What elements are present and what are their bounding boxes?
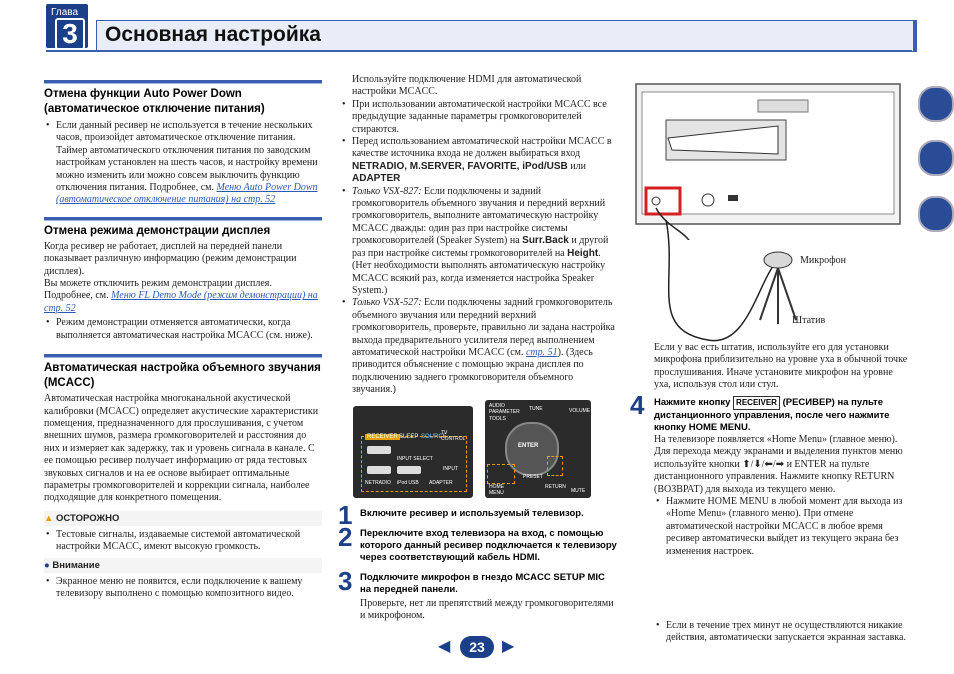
tune-label: TUNE	[529, 406, 543, 412]
book-icon[interactable]	[918, 86, 954, 122]
header-rule	[46, 50, 912, 52]
mute-label: MUTE	[571, 488, 586, 494]
bullet-text: Перед использованием автоматической настройки MCACC в качестве источника входа не должен выбираться вход	[352, 136, 612, 160]
list-item: • Нажмите HOME MENU в любой момент для выхода из «Home Menu» (главного меню). При отмене автоматической настройки MCACC в любое время ресивер автоматически выйдет из текущего экрана без изменения настроек.	[654, 496, 910, 558]
paragraph: Автоматическая настройка многоканальной акустической калибровки (MCACC) определяет акустические характеристики помещения, предназначенного для прослушивания, с учетом внешних шумов, размера громкоговорителей и расстояния до них и измеряет как задержку, так и уровень сигнала в канале. С ее помощью ресивер получает информацию от ряда тестовых звуковых сигналов и на ее основе выбирает оптимальные параметры громкоговорителей и коррекции сигнала, наиболее подходящие для конкретного помещения.	[44, 393, 319, 504]
step-number: 2	[338, 522, 353, 552]
column-2	[340, 74, 616, 397]
device-icon[interactable]	[918, 140, 954, 176]
remote-image-right	[485, 400, 591, 498]
receiver-key	[367, 446, 391, 454]
receiver-diagram	[628, 80, 904, 240]
key	[367, 466, 391, 474]
list-item: • Экранное меню не появится, если подключение к вашему телевизору выполнено с помощью композитного видео.	[44, 576, 322, 601]
link-page-51[interactable]: стр. 51	[525, 346, 558, 358]
receiver-tag: RECEIVER	[733, 396, 780, 410]
bullet-text: и другой раз при настройке системы громкоговорителей на	[352, 235, 609, 259]
list-item	[340, 136, 616, 186]
column-1	[44, 80, 322, 600]
chapter-tag	[46, 4, 88, 48]
bold-text: ADAPTER	[352, 173, 401, 185]
next-page-icon[interactable]: ▶	[502, 638, 515, 655]
paragraph: Если у вас есть штатив, используйте его для установки микрофона приблизительно на уровне уха в обычной точке прослушивания. Иначе установите микрофон на уровне уха, используя стол или стул.	[654, 342, 908, 391]
bold-text: Height	[567, 247, 599, 259]
paragraph	[44, 278, 322, 315]
section-heading-auto-power-down: Отмена функции Auto Power Down (автоматическое отключение питания)	[44, 88, 265, 115]
paragraph: На телевизоре появляется «Home Menu» (главное меню). Для перехода между экранами и выделения пунктов меню используйте кнопки ⬆/⬇/⬅/➡ и ENTER на пульте дистанционного управления. Нажмите кнопку RETURN (ВОЗВРАТ) для выхода из текущего меню.	[654, 434, 903, 495]
chapter-number: 3	[55, 18, 85, 50]
volume-label: VOLUME	[569, 408, 591, 414]
ipod-label: iPod USB	[397, 480, 419, 486]
tools-icon[interactable]	[918, 196, 954, 232]
remote-image-left	[353, 406, 473, 498]
list-item: • Если в течение трех минут не осуществляются никакие действия, автоматически запускается экранная заставка.	[654, 620, 910, 645]
tripod-label: Штатив	[792, 315, 826, 326]
list-item: • Тестовые сигналы, издаваемые системой автоматической настройки MCACC, имеют высокую громкость.	[44, 529, 322, 554]
link-auto-power-down[interactable]: Меню Auto Power Down (автоматическое отключение питания) на стр. 52	[56, 182, 318, 206]
step-4-text-b: (РЕСИВЕР) на пульте дистанционного управления, после чего нажмите кнопку HOME MENU.	[654, 397, 890, 433]
bullet-text: или	[570, 160, 586, 172]
step-4-text-a: Нажмите кнопку	[654, 397, 731, 408]
warning-icon: ▲	[44, 512, 54, 524]
list-item	[340, 297, 616, 396]
receiver-button: RECEIVER	[367, 434, 398, 440]
enter-button: ENTER	[518, 443, 539, 449]
step-number: 1	[338, 500, 353, 530]
section-rule	[44, 354, 322, 358]
paragraph: Когда ресивер не работает, дисплей на передней панели показывает различную информацию (режим демонстрации дисплея).	[44, 240, 297, 277]
highlight-box	[547, 456, 563, 476]
step-1-text: Включите ресивер и используемый телевизор.	[360, 508, 584, 519]
paragraph-text: Вы можете отключить режим демонстрации дисплея. Подробнее, см.	[44, 278, 272, 302]
step-number: 4	[630, 390, 645, 420]
return-label: RETURN	[545, 484, 566, 490]
list-item	[44, 120, 322, 207]
section-heading-demo-mode: Отмена режима демонстрации дисплея	[44, 224, 271, 237]
note-icon: ●	[44, 559, 50, 571]
caution-label: ОСТОРОЖНО	[56, 512, 120, 524]
step-3-paragraph: Проверьте, нет ли препятствий между громкоговорителями и микрофоном.	[360, 598, 614, 622]
section-rule	[44, 217, 322, 221]
prev-page-icon[interactable]: ◀	[438, 638, 451, 655]
home-menu-label: HOME MENU	[489, 484, 504, 496]
list-item: • При использовании автоматической настройки MCACC все предыдущие заданные параметры громкоговорителей стираются.	[340, 99, 616, 136]
section-heading-mcacc: Автоматическая настройка объемного звучания (MCACC)	[44, 362, 321, 390]
page-title: Основная настройка	[105, 23, 321, 46]
step-number: 3	[338, 566, 353, 596]
step-4-text	[654, 396, 910, 434]
audio-parameter-label: AUDIO PARAMETER	[489, 403, 520, 415]
section-rule	[44, 80, 322, 84]
paragraph: Используйте подключение HDMI для автоматической настройки MCACC.	[352, 74, 582, 98]
bullet-text: ). (Здесь приводится объяснение с помощью экрана дисплея по подключению заднего громкоговорителя объемного звучания.)	[352, 346, 593, 396]
netradio-label: NETRADIO	[365, 480, 391, 486]
title-bar	[96, 20, 917, 52]
bullet-text: Если подключены и задний громкоговоритель объемного звучания и передний верхний громкоговоритель, выполните автоматическую настройку MCACC дважды: один раз при настройке системы громкоговорителей (Speaker System) на	[352, 185, 606, 247]
bold-text: NETRADIO, M.SERVER, FAVORITE, iPod/USB	[352, 160, 568, 172]
key	[397, 466, 421, 474]
bullet-text: Если данный ресивер не используется в течение нескольких часов, произойдет автоматическое отключение питания. Таймер автоматического отключения питания по заводским настройкам установлен на шесть часов, и настройку времени можно изменить или можно совсем выключить функцию отключения питания. Подробнее, см.	[56, 120, 318, 194]
input-select-label: INPUT SELECT	[397, 456, 433, 462]
model-note: Только VSX-527:	[352, 297, 422, 309]
tools-label: TOOLS	[489, 416, 506, 422]
caution-box	[44, 511, 322, 526]
note-box	[44, 558, 322, 573]
receiver-front-panel	[628, 80, 904, 240]
step-2-text: Переключите вход телевизора на вход, с помощью которого данный ресивер подключается к телевизору через соответствующий кабель HDMI.	[360, 528, 617, 563]
page-number: 23	[460, 636, 494, 658]
link-fl-demo-mode[interactable]: Меню FL Demo Mode (режим демонстрации) на стр. 52	[44, 290, 318, 314]
bold-text: Surr.Back	[522, 235, 569, 247]
model-note: Только VSX-827:	[352, 185, 422, 197]
microphone-label: Микрофон	[800, 255, 846, 266]
bullet-text: Если подключены задний громкоговоритель объемного звучания или передний верхний громкоговоритель, проверьте, правильно ли задана настройка выхода предварительного усилителя перед выполнением автоматической настройки MCACC (см.	[352, 297, 615, 358]
input-label: INPUT	[443, 466, 458, 472]
highlight-box	[487, 464, 515, 484]
list-item	[340, 186, 616, 298]
sleep-button: SLEEP	[399, 434, 419, 440]
tv-control-label: TV CONTROL	[441, 430, 466, 442]
list-item: • Режим демонстрации отменяется автоматически, когда выполняется автоматическая настройка MCACC (см. ниже).	[44, 317, 322, 342]
step-3-text: Подключите микрофон в гнездо MCACC SETUP MIC на передней панели.	[360, 572, 605, 595]
adapter-label: ADAPTER	[429, 480, 453, 486]
preset-label: PRESET	[523, 474, 544, 480]
chapter-label: Глава	[51, 7, 79, 18]
note-label: Внимание	[52, 559, 100, 571]
source-button: SOURCE	[421, 434, 447, 440]
bullet-text: . (Нет необходимости выполнять автоматическую настройку MCACC всякий раз, когда изменяется настройка Speaker System.)	[352, 247, 606, 296]
